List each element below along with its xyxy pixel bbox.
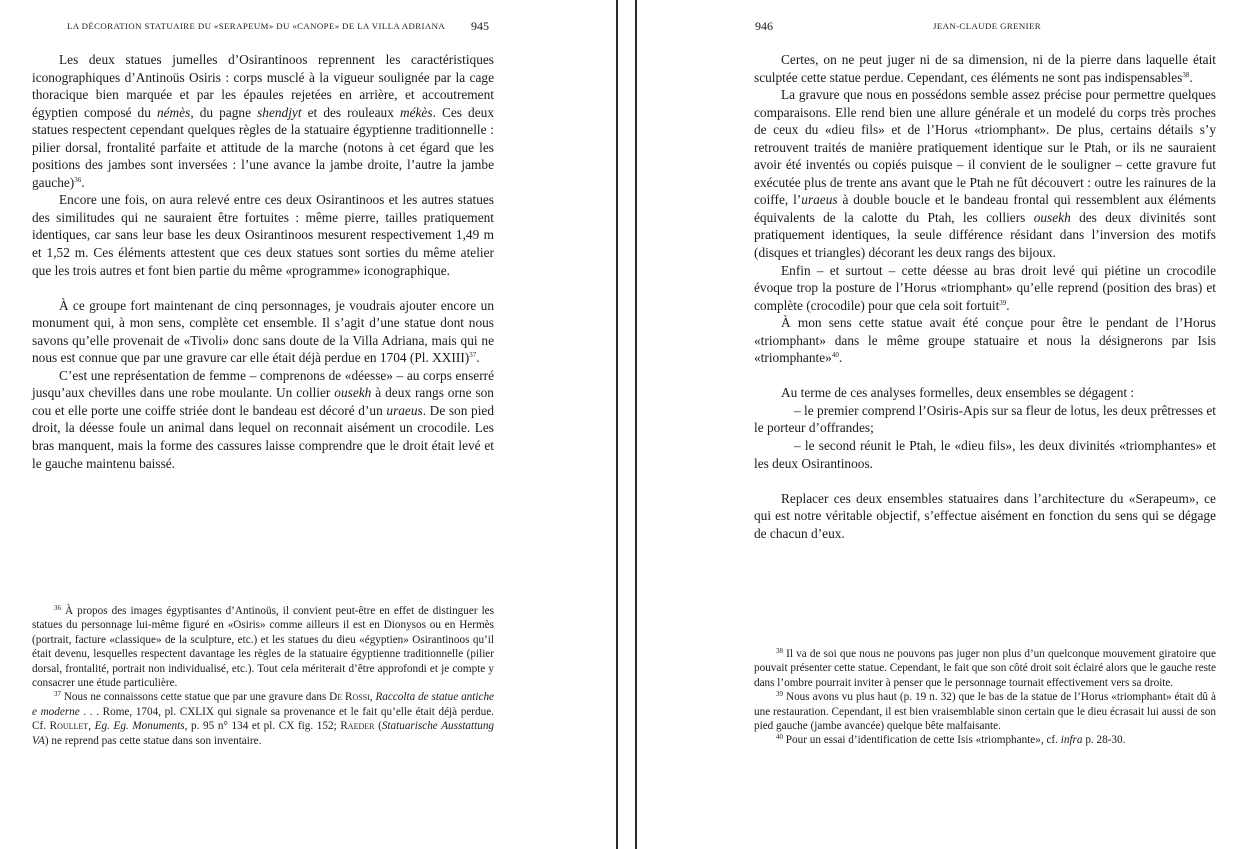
author-name: De Rossi xyxy=(329,691,370,704)
footnote xyxy=(754,733,1216,747)
note-ref: 40 xyxy=(831,351,839,360)
text-run: Nous avons vu plus haut (p. 19 n. 32) que le bas de la statue de l’Horus «triomphant» était dû à une restauration. Cependant, il est bien vraisemblable sinon certain que le dieu écrasait lui aussi de son pied gauche (jambe avancée) quelque bête malfaisante. xyxy=(754,691,1216,733)
text-run: Certes, on ne peut juger ni de sa dimension, ni de la pierre dans laquelle était sculptée cette statue perdue. Cependant, ces éléments ne sont pas indispensables xyxy=(754,52,1216,85)
text-run: . xyxy=(838,350,843,366)
paragraph xyxy=(32,51,494,191)
text-run: p. 28-30. xyxy=(1082,734,1126,747)
text-run: ( xyxy=(374,720,382,733)
text-run: La gravure que nous en possédons semble assez précise pour permettre quelques comparaisons. Elle rend bien une allure générale et un modelé du corps très proches de ceux du «dieu fils» et de l’Horus «triomphant». De plus, certains détails s’y retrouvent traités de manière pratiquement identique sur le Ptah, or ils ne sauraient avoir été inventés ou copiés puisque – il convient de le souligner – cette gravure fut exécutée plus de trente ans avant que le Ptah ne fût découvert : outre les rainures de la coiffe, l’ xyxy=(754,87,1216,208)
text-run: et des rouleaux xyxy=(301,104,400,120)
text-run: – le second réunit le Ptah, le «dieu fils», les deux divinités «triomphantes» et les deux Osirantinoos. xyxy=(754,437,1216,471)
text-run: . De son pied droit, la déesse foule un animal dans lequel on reconnait aisément un crocodile. Les bras manquent, mais la forme des cassures laisse comprendre que le droit était levé et le gauche maintenu baissé. xyxy=(32,402,494,471)
text-run: – le premier comprend l’Osiris-Apis sur sa fleur de lotus, les deux prêtresses et le porteur d’offrandes; xyxy=(754,402,1216,436)
footnote-number: 39 xyxy=(776,690,783,699)
footnote xyxy=(32,690,494,748)
footnote-number: 36 xyxy=(54,604,61,612)
text-run: Replacer ces deux ensembles statuaires dans l’architecture du «Serapeum», ce qui est notre véritable objectif, s’effectue aisément en fonction du sens qui se dégage de chacun d’eux. xyxy=(754,490,1216,541)
footnotes xyxy=(754,647,1216,748)
text-run: À propos des images égyptisantes d’Antinoüs, il convient peut-être en effet de distinguer les statues du personnage lui-même figuré en «Osiris» comme ailleurs il est en Dionysos ou en Hermès (portrait, facture «classique» de la sculpture, etc.) et les statues du dieu «égyptien» Osirantinoos qu’il était devenu, lesquelles respectent davantage les règles de la statuaire égyptienne traditionnelle (pilier dorsal, frontalité, portrait non individualisé, etc.). Tout cela mériterait d’être approfondi et je compte y consacrer une étude particulière. xyxy=(32,605,494,690)
running-head: JEAN-CLAUDE GRENIER xyxy=(933,21,1042,31)
page-gutter-line-left xyxy=(616,0,618,849)
note-ref: 36 xyxy=(74,175,82,184)
text-run: . . . Rome, 1704, pl. CXLIX qui signale sa provenance et le fait qu’elle était déjà perdue. Cf. xyxy=(32,705,494,733)
paragraph xyxy=(754,384,1216,402)
note-ref: 37 xyxy=(469,351,477,360)
italic-text: ousekh xyxy=(1033,209,1071,225)
text-run: . xyxy=(81,174,85,190)
left-page xyxy=(0,0,616,849)
text-run: Au terme de ces analyses formelles, deux ensembles se dégagent : xyxy=(781,385,1135,401)
text-run: À mon sens cette statue avait été conçue pour être le pendant de l’Horus «triomphant» dans le même groupe statuaire et nous la désignerons par Isis «triomphante» xyxy=(754,315,1216,366)
text-run: , xyxy=(88,720,95,733)
paragraph xyxy=(754,262,1216,315)
italic-text: shendjyt xyxy=(257,104,302,120)
text-run: à double boucle et le bandeau frontal qui ressemblent aux éléments équivalents de la calotte du Ptah, les colliers xyxy=(754,192,1217,225)
text-run: , xyxy=(369,691,376,704)
text-run: à deux rangs orne son cou et elle porte une coiffe striée dont le bandeau est décoré d’un xyxy=(32,385,494,418)
text-run: Il va de soi que nous ne pouvons pas juger non plus d’un quelconque mouvement giratoire que pouvait présenter cette statue. Cependant, le fait que son côté droit soit éclairé alors que le gauche reste dans l’ombre pourrait inviter à penser que le personnage tournait effectivement vers sa droite. xyxy=(754,648,1216,689)
italic-text: ousekh xyxy=(334,385,372,401)
footnote-number: 37 xyxy=(54,690,61,699)
text-run: . xyxy=(1189,69,1193,85)
italic-text: Statuarische Ausstattung VA xyxy=(32,720,495,747)
text-run: C’est une représentation de femme – comprenons de «déesse» – au corps enserré jusqu’aux chevilles dans une robe moulante. Un collier xyxy=(32,367,494,401)
running-head: LA DÉCORATION STATUAIRE DU «SERAPEUM» DU «CANOPE» DE LA VILLA ADRIANA xyxy=(67,21,446,31)
text-run: Enfin – et surtout – cette déesse au bras droit levé qui piétine un crocodile évoque trop la posture de l’Horus «triomphant» qu’elle reprend (position des bras) et complète (crocodile) pour que cela soit fortuit xyxy=(754,262,1216,313)
text-run: , p. 95 n° 134 et pl. CX fig. 152; xyxy=(184,720,341,733)
text-run: . Ces deux statues respectent cependant quelques règles de la statuaire égyptienne traditionnelle : pilier dorsal, frontalité parfaite et attitude de la marche (notons à cet égard que les positions des jambes sont inversées : l’une avance la jambe droite, l’autre la jambe gauche) xyxy=(32,104,494,190)
page-number: 945 xyxy=(471,19,489,33)
body-text xyxy=(754,51,1216,542)
page-number: 946 xyxy=(755,19,773,33)
paragraph xyxy=(32,297,494,367)
paragraph xyxy=(32,367,494,472)
note-ref: 38 xyxy=(1182,70,1190,79)
right-page xyxy=(637,0,1255,849)
text-run: des deux divinités sont pratiquement identiques, la seule différence résidant dans l’inversion des motifs (disques et triangles) décorant les deux rangs des bijoux. xyxy=(754,209,1216,261)
footnote-number: 40 xyxy=(776,733,783,742)
italic-text: mékès xyxy=(399,104,433,120)
list-item xyxy=(754,437,1216,472)
text-run: Les deux statues jumelles d’Osirantinoos reprennent les caractéristiques iconographiques d’Antinoüs Osiris : corps musclé à la vigueur soulignée par la cage thoracique bien marquée et par les épaules rejetées en arrière, et accoutrement égyptien composé du xyxy=(32,52,494,120)
footnote xyxy=(32,604,494,690)
footnotes xyxy=(32,604,494,748)
footnote-number: 38 xyxy=(776,647,783,655)
paragraph xyxy=(754,51,1216,86)
footnote xyxy=(754,647,1216,690)
italic-text: uraeus xyxy=(801,192,838,208)
text-run: , du pagne xyxy=(190,104,258,120)
text-run: À ce groupe fort maintenant de cinq personnages, je voudrais ajouter encore un monument qui, à mon sens, complète cet ensemble. Il s’agit d’une statue dont nous savons qu’elle provenait de «Tivoli» donc sans doute de la Villa Adriana, mais qui ne nous est connue que par une gravure car elle était déjà perdue en 1704 (Pl. XXIII) xyxy=(32,297,494,366)
text-run: Pour un essai d’identification de cette Isis «triomphante», cf. xyxy=(783,734,1061,747)
paragraph xyxy=(754,314,1216,367)
paragraph xyxy=(754,86,1216,261)
list-item xyxy=(754,402,1216,437)
italic-text: infra xyxy=(1060,734,1083,747)
text-run: Encore une fois, on aura relevé entre ces deux Osirantinoos et les autres statues des similitudes qui ne sauraient être fortuites : même pierre, tailles pratiquement identiques, car sans leur base les deux Osirantinoos mesurent respectivement 1,49 m et 1,52 m. Ces éléments attestent que ces deux statues sont sorties du même atelier que les trois autres et font bien partie du même «programme» iconographique. xyxy=(32,192,494,278)
author-name: Roullet xyxy=(49,720,89,733)
author-name: Raeder xyxy=(340,720,375,733)
body-text xyxy=(32,51,494,472)
text-run: ) ne reprend pas cette statue dans son inventaire. xyxy=(44,734,262,747)
italic-text: uraeus xyxy=(386,402,423,418)
italic-text: némès xyxy=(156,104,191,120)
text-run: Nous ne connaissons cette statue que par une gravure dans xyxy=(61,691,330,704)
note-ref: 39 xyxy=(999,298,1007,307)
footnote xyxy=(754,690,1216,733)
italic-text: Eg. Eg. Monuments xyxy=(94,720,185,733)
paragraph xyxy=(32,191,494,279)
text-run: . xyxy=(1006,297,1010,313)
italic-text: Raccolta de statue antiche e moderne xyxy=(32,691,494,718)
paragraph xyxy=(754,490,1216,543)
text-run: . xyxy=(476,350,480,366)
